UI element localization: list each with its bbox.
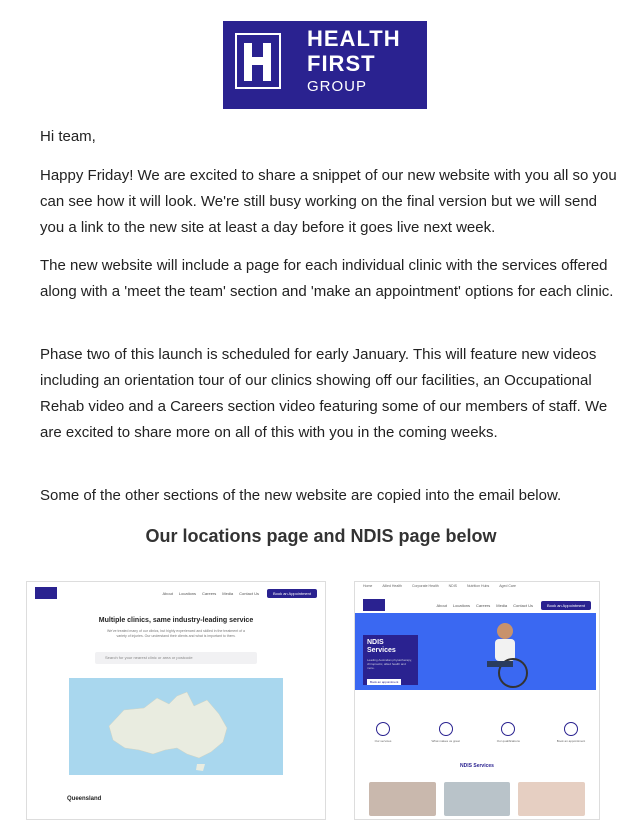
ndis-page-screenshot [354,581,600,820]
ndis-feature-icons [363,722,591,743]
nav-link: Locations [452,602,471,608]
ndis-hero [355,613,596,690]
region-heading: Queensland [67,796,102,802]
locations-nav [27,582,325,604]
ndis-hero-button: Book an appointment [367,679,401,685]
health-first-group-logo [223,21,427,109]
tab: NDIS [448,584,458,588]
email-paragraph-1: Happy Friday! We are excited to share a snippet of our new website with you all so you can see how it will look. We're still busy working on the final version but we will send you a link to the new site at least a day before it goes live next week. [40,167,617,236]
tab: Nutrition Hubs [467,584,490,588]
ndis-hero-card [363,635,418,685]
logo-wordmark [307,28,401,94]
mini-logo-icon [363,599,385,611]
nav-link: Careers [202,590,217,596]
nav-link: Careers [476,602,491,608]
feature-label: Book an appointment [556,739,586,743]
logo-line-2: FIRST [307,51,376,76]
locations-page-screenshot [26,581,326,820]
australia-map [69,678,283,775]
service-photo [444,782,511,816]
feature-label: Our qualifications [496,739,520,743]
locations-subtitle: We've treated many of our clinics, but highly experienced and skilled in the treatment of a variety of injuries. Our understand their clients and what is important to them. [107,629,245,638]
tab: Home [363,584,373,588]
feature-item [363,722,403,743]
nav-link: Contact Us [513,602,533,608]
ndis-hero-title: NDIS Services [367,639,396,654]
calendar-icon [564,722,578,736]
email-paragraph-3: Phase two of this launch is scheduled for early January. This will feature new videos including an orientation tour of our clinics showing off our facilities, an Occupational Rehab video and a Careers section video featuring some of our members of staff. We are excited to share more on all of this with you in the coming weeks. [40,346,608,441]
qualifications-icon [501,722,515,736]
services-icon [376,722,390,736]
feature-item [551,722,591,743]
nav-link: Contact Us [239,590,259,596]
ndis-services-heading: NDIS Services [460,763,494,769]
section-heading: Our locations page and NDIS page below [145,526,497,546]
tab: Corporate Health [412,584,439,588]
email-paragraph-4: Some of the other sections of the new website are copied into the email below. [40,487,562,504]
logo-line-3: GROUP [307,78,368,95]
logo-h-mark-icon [235,33,281,89]
service-photo [369,782,436,816]
wheelchair-person-icon [475,619,535,689]
australia-shape-icon [69,678,283,775]
ndis-nav [355,596,599,614]
great-icon [439,722,453,736]
nav-link: About [162,590,173,596]
clinic-search-input: Search for your nearest clinic or area or postcode [95,652,257,664]
nav-link: About [436,602,447,608]
logo-line-1: HEALTH [307,26,401,51]
feature-label: What makes us great [431,739,460,743]
feature-item [488,722,528,743]
locations-title: Multiple clinics, same industry-leading service [98,617,254,624]
nav-link: Media [496,602,508,608]
feature-label: Our services [374,739,392,743]
book-appointment-button: Book an Appointment [541,601,591,610]
tab: Allied Health [382,584,402,588]
nav-link: Locations [178,590,197,596]
ndis-service-images [369,782,585,816]
book-appointment-button: Book an Appointment [267,589,317,598]
feature-item [426,722,466,743]
service-photo [518,782,585,816]
ndis-top-tabs [355,584,599,592]
tab: Aged Care [499,584,516,588]
email-greeting: Hi team, [40,128,96,145]
mini-logo-icon [35,587,57,599]
ndis-hero-description: Leading Australian physiotherapy, chiropractic, allied health and more. [367,658,412,670]
email-paragraph-2: The new website will include a page for each individual clinic with the services offered along with a 'meet the team' section and 'make an appointment' options for each clinic. [40,257,614,300]
nav-link: Media [222,590,234,596]
